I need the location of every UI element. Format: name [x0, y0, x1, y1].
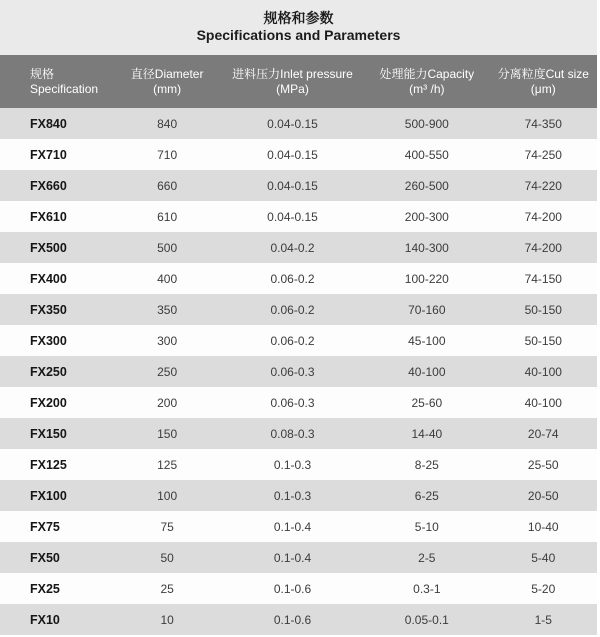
cell-diameter: 400: [113, 263, 220, 294]
table-row: [0, 108, 597, 139]
cell-capacity: 140-300: [364, 232, 489, 263]
column-header-line2: (mm): [153, 81, 182, 96]
table-row: [0, 511, 597, 542]
table-row: [0, 139, 597, 170]
cell-spec: FX300: [0, 325, 113, 356]
cell-diameter: 25: [113, 573, 220, 604]
cell-spec: FX350: [0, 294, 113, 325]
spec-table-header: [0, 55, 597, 108]
cell-spec: FX50: [0, 542, 113, 573]
cell-capacity: 8-25: [364, 449, 489, 480]
table-row: [0, 325, 597, 356]
cell-capacity: 2-5: [364, 542, 489, 573]
cell-capacity: 400-550: [364, 139, 489, 170]
cell-pressure: 0.1-0.3: [221, 480, 364, 511]
page-title-en: Specifications and Parameters: [196, 27, 401, 43]
cell-capacity: 45-100: [364, 325, 489, 356]
cell-pressure: 0.06-0.2: [221, 294, 364, 325]
cell-capacity: 260-500: [364, 170, 489, 201]
cell-diameter: 75: [113, 511, 220, 542]
cell-cutsize: 1-5: [490, 604, 598, 635]
column-header-inlet-pressure: [221, 55, 364, 108]
cell-capacity: 200-300: [364, 201, 489, 232]
column-header-diameter: [113, 55, 220, 108]
spec-table: [0, 55, 597, 635]
cell-spec: FX100: [0, 480, 113, 511]
cell-spec: FX10: [0, 604, 113, 635]
column-header-line2: (MPa): [276, 81, 309, 96]
cell-pressure: 0.04-0.15: [221, 108, 364, 139]
cell-diameter: 150: [113, 418, 220, 449]
cell-pressure: 0.04-0.15: [221, 139, 364, 170]
cell-cutsize: 40-100: [490, 387, 598, 418]
cell-spec: FX75: [0, 511, 113, 542]
cell-pressure: 0.06-0.2: [221, 263, 364, 294]
cell-capacity: 14-40: [364, 418, 489, 449]
table-row: [0, 542, 597, 573]
cell-spec: FX25: [0, 573, 113, 604]
cell-pressure: 0.06-0.2: [221, 325, 364, 356]
cell-diameter: 50: [113, 542, 220, 573]
table-row: [0, 573, 597, 604]
table-row: [0, 201, 597, 232]
column-header-line1: 进料压力Inlet pressure: [232, 66, 353, 81]
cell-pressure: 0.06-0.3: [221, 356, 364, 387]
cell-capacity: 0.05-0.1: [364, 604, 489, 635]
cell-pressure: 0.1-0.4: [221, 511, 364, 542]
column-header-capacity: [364, 55, 489, 108]
title-block: [0, 0, 597, 55]
cell-cutsize: 74-200: [490, 201, 598, 232]
cell-diameter: 660: [113, 170, 220, 201]
table-row: [0, 480, 597, 511]
cell-pressure: 0.04-0.15: [221, 170, 364, 201]
table-row: [0, 604, 597, 635]
cell-cutsize: 20-74: [490, 418, 598, 449]
table-row: [0, 232, 597, 263]
cell-spec: FX150: [0, 418, 113, 449]
cell-diameter: 100: [113, 480, 220, 511]
cell-pressure: 0.1-0.6: [221, 573, 364, 604]
cell-cutsize: 5-40: [490, 542, 598, 573]
table-row: [0, 294, 597, 325]
column-header-line1: 处理能力Capacity: [379, 66, 475, 81]
cell-diameter: 125: [113, 449, 220, 480]
column-header-line1: 规格: [30, 66, 55, 81]
cell-cutsize: 74-220: [490, 170, 598, 201]
cell-pressure: 0.06-0.3: [221, 387, 364, 418]
cell-diameter: 350: [113, 294, 220, 325]
cell-diameter: 300: [113, 325, 220, 356]
cell-cutsize: 74-350: [490, 108, 598, 139]
cell-cutsize: 74-250: [490, 139, 598, 170]
cell-cutsize: 50-150: [490, 325, 598, 356]
column-header-line2: Specification: [30, 81, 99, 96]
cell-spec: FX250: [0, 356, 113, 387]
cell-diameter: 610: [113, 201, 220, 232]
cell-cutsize: 50-150: [490, 294, 598, 325]
cell-pressure: 0.04-0.2: [221, 232, 364, 263]
cell-cutsize: 20-50: [490, 480, 598, 511]
column-header-line2: (m³ /h): [409, 81, 445, 96]
column-header-line2: (μm): [530, 81, 556, 96]
cell-diameter: 10: [113, 604, 220, 635]
cell-spec: FX125: [0, 449, 113, 480]
cell-capacity: 70-160: [364, 294, 489, 325]
table-row: [0, 387, 597, 418]
cell-pressure: 0.1-0.4: [221, 542, 364, 573]
cell-spec: FX500: [0, 232, 113, 263]
cell-capacity: 40-100: [364, 356, 489, 387]
cell-spec: FX840: [0, 108, 113, 139]
cell-capacity: 500-900: [364, 108, 489, 139]
cell-capacity: 6-25: [364, 480, 489, 511]
cell-capacity: 100-220: [364, 263, 489, 294]
cell-spec: FX710: [0, 139, 113, 170]
cell-pressure: 0.1-0.6: [221, 604, 364, 635]
column-header-line1: 直径Diameter: [130, 66, 204, 81]
cell-pressure: 0.08-0.3: [221, 418, 364, 449]
cell-spec: FX610: [0, 201, 113, 232]
cell-spec: FX400: [0, 263, 113, 294]
table-row: [0, 449, 597, 480]
cell-capacity: 5-10: [364, 511, 489, 542]
cell-capacity: 25-60: [364, 387, 489, 418]
column-header-line1: 分离粒度Cut size: [497, 66, 589, 81]
table-row: [0, 356, 597, 387]
cell-pressure: 0.1-0.3: [221, 449, 364, 480]
column-header-specification: [0, 55, 113, 108]
cell-cutsize: 74-150: [490, 263, 598, 294]
header-row: [0, 55, 597, 108]
table-row: [0, 418, 597, 449]
cell-cutsize: 5-20: [490, 573, 598, 604]
cell-cutsize: 40-100: [490, 356, 598, 387]
cell-cutsize: 10-40: [490, 511, 598, 542]
cell-cutsize: 74-200: [490, 232, 598, 263]
column-header-cut-size: [490, 55, 598, 108]
cell-diameter: 250: [113, 356, 220, 387]
table-row: [0, 263, 597, 294]
cell-diameter: 200: [113, 387, 220, 418]
cell-cutsize: 25-50: [490, 449, 598, 480]
cell-capacity: 0.3-1: [364, 573, 489, 604]
cell-diameter: 710: [113, 139, 220, 170]
cell-diameter: 500: [113, 232, 220, 263]
cell-spec: FX200: [0, 387, 113, 418]
cell-diameter: 840: [113, 108, 220, 139]
cell-spec: FX660: [0, 170, 113, 201]
table-row: [0, 170, 597, 201]
spec-table-body: [0, 108, 597, 635]
cell-pressure: 0.04-0.15: [221, 201, 364, 232]
page-title-zh: 规格和参数: [263, 10, 334, 26]
